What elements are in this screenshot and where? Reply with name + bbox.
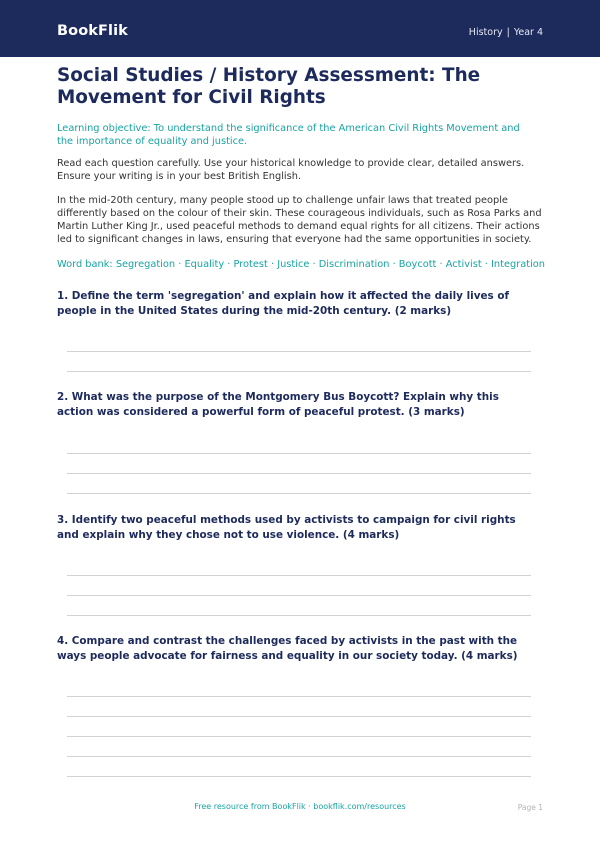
page-number: Page 1 (517, 803, 543, 812)
footer-resource-link[interactable]: Free resource from BookFlik · bookflik.com/resources (194, 802, 406, 811)
question-3: 3. Identify two peaceful methods used by activists to campaign for civil rights and explain why they chose not to use violence. (4 marks) (57, 514, 516, 541)
answer-line[interactable] (67, 493, 531, 494)
intro-paragraph: In the mid-20th century, many people stood up to challenge unfair laws that treated people differently based on the colour of their skin. These courageous individuals, such as Rosa Parks and Martin Luther King Jr., used peaceful methods to demand equal rights for all citizens. Their actions led to significant changes in laws, ensuring that everyone had the same opportunities in society. (57, 195, 542, 245)
subject-label: History (468, 27, 503, 38)
header-bar (0, 0, 600, 57)
answer-line[interactable] (67, 736, 531, 737)
answer-line[interactable] (67, 453, 531, 454)
answer-line[interactable] (67, 776, 531, 777)
answer-line[interactable] (67, 473, 531, 474)
instructions-text: Read each question carefully. Use your historical knowledge to provide clear, detailed answers. Ensure your writing is in your best British English. (57, 158, 525, 182)
answer-line[interactable] (67, 756, 531, 757)
answer-line[interactable] (67, 696, 531, 697)
answer-line[interactable] (67, 351, 531, 352)
separator: | (506, 27, 510, 38)
question-1: 1. Define the term 'segregation' and explain how it affected the daily lives of people in the United States during the mid-20th century. (2 marks) (57, 290, 509, 317)
answer-line[interactable] (67, 615, 531, 616)
year-label: Year 4 (513, 27, 543, 38)
question-4: 4. Compare and contrast the challenges faced by activists in the past with the ways people advocate for fairness and equality in our society today. (4 marks) (57, 635, 518, 662)
answer-line[interactable] (67, 716, 531, 717)
word-bank: Word bank: Segregation · Equality · Protest · Justice · Discrimination · Boycott · Activist · Integration (57, 259, 545, 270)
answer-line[interactable] (67, 575, 531, 576)
subject-year-info (469, 27, 543, 38)
learning-objective: Learning objective: To understand the significance of the American Civil Rights Movement and the importance of equality and justice. (57, 123, 520, 147)
answer-line[interactable] (67, 595, 531, 596)
answer-line[interactable] (67, 371, 531, 372)
question-2: 2. What was the purpose of the Montgomery Bus Boycott? Explain why this action was considered a powerful form of peaceful protest. (3 marks) (57, 391, 499, 418)
page-title: Social Studies / History Assessment: The Movement for Civil Rights (57, 65, 481, 108)
brand-logo: BookFlik (57, 23, 128, 39)
